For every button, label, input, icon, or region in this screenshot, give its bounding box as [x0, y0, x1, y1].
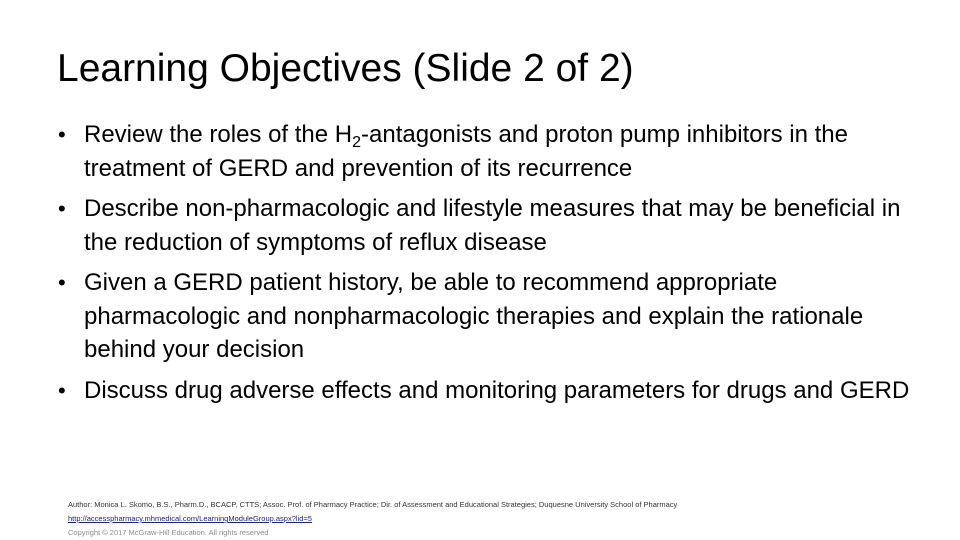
objectives-list: [57, 118, 937, 414]
footer-copyright: Copyright © 2017 McGraw-Hill Education. All rights reserved: [68, 528, 269, 537]
objective-item: [57, 118, 937, 185]
bullet-marker: •: [58, 377, 66, 403]
bullet-marker: •: [58, 270, 66, 295]
objective-text: Describe non-pharmacologic and lifestyle measures that may be beneficial in the reduction of symptoms of reflux disease: [84, 195, 901, 256]
objective-text-start: Review the roles of the H: [84, 121, 353, 148]
objective-text: Discuss drug adverse effects and monitoring parameters for drugs and GERD: [84, 376, 910, 404]
objective-item: [57, 374, 937, 408]
subscript-text: 2: [352, 134, 362, 151]
objective-item: [57, 192, 937, 259]
slide-footer: [68, 498, 677, 540]
bullet-marker: •: [58, 196, 66, 221]
slide-title: Learning Objectives (Slide 2 of 2): [57, 47, 634, 90]
footer-author: Author: Monica L. Skomo, B.S., Pharm.D., BCACP, CTTS; Assoc. Prof. of Pharmacy Practice; Dir. of Assessment and Educational Strategies; Duquesne University School of Pharmacy: [68, 500, 678, 509]
objective-text-end: -antagonists and proton pump inhibitors in the treatment of GERD and prevention of its recurrence: [84, 121, 849, 182]
objective-text: Given a GERD patient history, be able to recommend appropriate pharmacologic and nonpharmacologic therapies and explain the rationale behind your decision: [84, 269, 864, 363]
objective-item: [57, 266, 937, 367]
bullet-marker: •: [58, 122, 66, 147]
footer-link[interactable]: http://accesspharmacy.mhmedical.com/LearningModuleGroup.aspx?lid=5: [68, 514, 312, 523]
